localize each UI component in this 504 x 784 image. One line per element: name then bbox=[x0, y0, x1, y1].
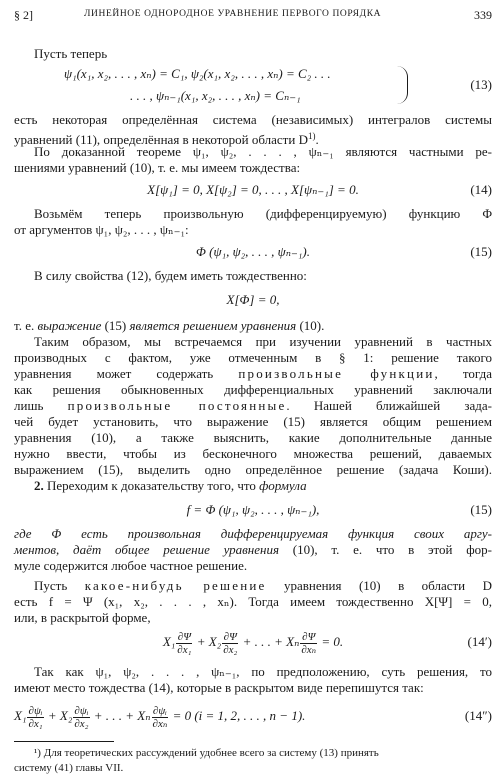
text-line: уравнения может содержать произвольные функции, тогда bbox=[14, 366, 492, 381]
text-line: В силу свойства (12), будем иметь тождественно: bbox=[34, 268, 307, 283]
text-line: муле содержится любое частное решение. bbox=[14, 558, 248, 573]
equation-14-prime-number: (14′) bbox=[467, 634, 492, 649]
equation-brace bbox=[397, 66, 408, 104]
equation-13-number: (13) bbox=[470, 77, 492, 92]
text-line: Пусть какое-нибудь решение уравнения (10) в области D bbox=[34, 578, 492, 593]
text-line: как решения обыкновенных дифференциальных уравнений заключали bbox=[14, 382, 492, 397]
text-line: имеют место тождества (14), которые в раскрытом виде перепишутся так: bbox=[14, 680, 424, 695]
equation-15: Φ (ψ₁, ψ₂, . . . , ψₙ₋₁). (15) bbox=[196, 244, 492, 259]
text-line: выражением (15), выделить одно определённое решение (задача Коши). bbox=[14, 462, 492, 477]
equation-14: X[ψ₁] = 0, X[ψ₂] = 0, . . . , X[ψₙ₋₁] = 0. (14) bbox=[147, 182, 492, 197]
text-line: 2. Переходим к доказательству того, что формула bbox=[34, 478, 307, 493]
running-header bbox=[14, 8, 492, 26]
section-mark: § 2] bbox=[14, 8, 33, 22]
text-line: чей будет установить, что выражение (15) является общим решением bbox=[14, 414, 492, 429]
text-line: есть некоторая определённая система (независимых) интегралов системы bbox=[14, 112, 492, 127]
equation-15-number: (15) bbox=[470, 502, 492, 517]
text-line: нужно ввести, чтобы из бесконечного множества решений, даваемых bbox=[14, 446, 492, 461]
text-line: уравнений (11), определённая в некоторой области $D^{1)}$. bbox=[14, 131, 319, 147]
footnote-line: систему (41) главы VII. bbox=[14, 762, 124, 774]
text-line: шениями уравнений (10), т. е. мы имеем тождества: bbox=[14, 160, 301, 175]
text-line: от аргументов ψ₁, ψ₂, . . . , ψₙ₋₁: bbox=[14, 222, 189, 237]
text-line: или, в раскрытой форме, bbox=[14, 610, 151, 625]
text-line: По доказанной теореме ψ₁, ψ₂, . . . , ψₙ₋₁ являются частными ре- bbox=[34, 144, 492, 159]
text-line: производных с фактом, уже отмеченным в § 1: решение такого bbox=[14, 350, 492, 365]
text-line: лишь произвольные постоянные. Нашей ближайшей зада- bbox=[14, 398, 492, 413]
footnote-rule bbox=[14, 741, 114, 742]
equation-14-double-prime: X₁ $\frac{\text{∂ψᵢ}}{\text{∂x₁}}$ + X₂ $\frac{\text{∂ψᵢ}}{\text{∂x₂}}$ + . . . + Xₙ $\frac{\text{∂ψᵢ}}{\text{∂xₙ}}$ = 0 (i = 1, 2, . . . , n − 1). (14″) bbox=[14, 700, 492, 732]
text-line: Таким образом, мы встречаемся при изучении уравнений в частных bbox=[34, 334, 492, 349]
equation-13-line-1: ψ₁(x₁, x₂, . . . , xₙ) = C₁, ψ₂(x₁, x₂, . . . , xₙ) = C₂ . . . bbox=[64, 66, 331, 81]
equation-13-line-2: . . . , ψₙ₋₁(x₁, x₂, . . . , xₙ) = Cₙ₋₁ bbox=[130, 88, 301, 103]
chapter-title: ЛИНЕЙНОЕ ОДНОРОДНОЕ УРАВНЕНИЕ ПЕРВОГО ПОРЯДКА bbox=[84, 9, 382, 19]
equation-15-number: (15) bbox=[470, 244, 492, 259]
text-line: ментов, даёт общее решение уравнения (10), т. е. что в этой фор- bbox=[14, 542, 492, 557]
equation-14-double-prime-number: (14″) bbox=[464, 708, 492, 723]
text-line: уравнения (10), а также выяснить, какие дополнительные данные bbox=[14, 430, 492, 445]
equation-14-number: (14) bbox=[470, 182, 492, 197]
text-line: где Φ есть произвольная дифференцируемая функция своих аргу- bbox=[14, 526, 492, 541]
equation-15-formula: f = Φ (ψ₁, ψ₂, . . . , ψₙ₋₁), (15) bbox=[186, 502, 492, 517]
equation-14-prime: X₁ $\frac{\partial\Psi}{\text{∂x₁}}$ + X₂ $\frac{\partial\Psi}{\text{∂x₂}}$ + . . . + Xₙ $\frac{\partial\Psi}{\text{∂xₙ}}$ = 0. (14′) bbox=[14, 626, 492, 658]
page-number: 339 bbox=[474, 8, 492, 22]
text-line: есть f = Ψ (x₁, x₂, . . . , xₙ). Тогда имеем тождественно X[Ψ] = 0, bbox=[14, 594, 492, 609]
text-line: Пусть теперь bbox=[34, 46, 108, 61]
text-line: Возьмём теперь произвольную (дифференцируемую) функцию Φ bbox=[34, 206, 492, 221]
text-line: т. е. выражение (15) является решением уравнения (10). bbox=[14, 318, 325, 333]
footnote-line: ¹) Для теоретических рассуждений удобнее всего за систему (13) принять bbox=[34, 747, 379, 759]
text-line: Так как ψ₁, ψ₂, . . . , ψₙ₋₁, по предположению, суть решения, то bbox=[34, 664, 492, 679]
equation-x-phi: X[Φ] = 0, bbox=[226, 292, 280, 307]
